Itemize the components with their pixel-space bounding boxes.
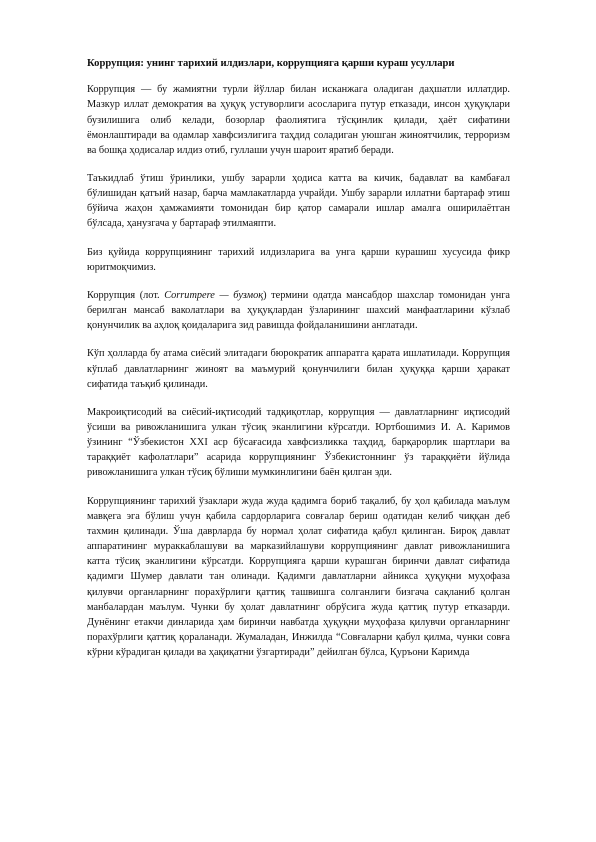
paragraph-4-italic-term: Corrumpere — бузмоқ: [164, 289, 264, 301]
document-page: [87, 57, 510, 673]
paragraph-3: Биз қуйида коррупциянинг тарихий илдизларига ва унга қарши курашиш хусусида фикр юритмоқчимиз.: [87, 246, 510, 273]
paragraph-4-text-before: Коррупция (лот.: [87, 289, 165, 301]
document-title: Коррупция: унинг тарихий илдизлари, коррупцияга қарши кураш усуллари: [87, 58, 455, 69]
paragraph-2: Таъкидлаб ўтиш ўринлики, ушбу зарарли ҳодиса катта ва кичик, бадавлат ва камбағал бўлишидан қатъий назар, барча мамлакатларда учрайди. Ушбу зарарли иллатни бартараф этиш бўйича жаҳон ҳамжамияти томонидан бир қатор самарали ишлар амалга оширилаётган бўлсада, ҳанузгача у бартараф этилмаяпти.: [87, 172, 510, 230]
paragraph-7: Коррупциянинг тарихий ўзаклари жуда жуда қадимга бориб тақалиб, бу ҳол қабилада маълум мавқега эга бўлиш учун қабила сардорларига совғалар бериш одатидан келиб чиққан деб тахмин қилинади. Ўша даврларда бу нормал ҳолат сифатида қабул қилинган. Бироқ давлат аппаратининг мураккаблашуви ва марказийлашуви коррупциянинг давлат ривожланишига катта тўсиқ эканлигини кўрсатди. Коррупцияга қарши курашган биринчи давлат сифатида қадимги Шумер давлати тан олинади. Қадимги давлатларни айникса ҳуқуқни муҳофаза қилувчи органларнинг порахўрлиги қаттиқ ташвишга солганлиги бизгача сақланиб қолган манбалардан маълум. Чунки бу ҳолат давлатнинг обрўсига жуда қаттиқ путур етказарди. Дунёнинг етакчи динларида ҳам биринчи навбатда ҳуқуқни муҳофаза қилувчи органларнинг порахўрлиги қаттиқ қораланади. Жумаладан, Инжилда “Совғаларни қабул қилма, чунки совға кўрни кўрадиган қилади ва ҳақиқатни ўзгартиради” дейилган бўлса, Қуръони Каримда: [87, 495, 510, 659]
paragraph-5: Кўп ҳолларда бу атама сиёсий элитадаги бюрократик аппаратга қарата ишлатилади. Коррупция кўплаб давлатларнинг жиноят ва маъмурий қонунчилиги билан ҳуқуққа қарши ҳаракат сифатида таъқиб қилинади.: [87, 348, 510, 390]
paragraph-6: Макроиқтисодий ва сиёсий-иқтисодий тадқиқотлар, коррупция — давлатларнинг иқтисодий ўсиши ва ривожланишига улкан тўсиқ эканлигини кўрсатди. Юртбошимиз И. А. Каримов ўзининг “Ўзбекистон XXI аср бўсағасида хавфсизликка таҳдид, барқарорлик шартлари ва тараққиёт кафолатлари” асарида коррупциянинг Ўзбекистоннинг ўз тараққиёти йўлида ривожланишига улкан тўсиқ бўлиши мумкинлигини баён қилган эди.: [87, 406, 510, 479]
paragraph-4: [87, 288, 510, 333]
paragraph-1: Коррупция — бу жамиятни турли йўллар билан исканжага оладиган даҳшатли иллатдир. Мазкур иллат демократия ва ҳуқуқ устуворлиги асосларига путур етказади, инсон ҳуқуқлари бузилишига олиб келади, бозорлар фаолиятига тўсқинлик қилади, ҳаёт сифатини ёмонлаштиради ва одамлар хавфсизлигига таҳдид соладиган уюшган жиноятчилик, терроризм ва бошқа ҳодисалар илдиз отиб, гуллаши учун шароит яратиб беради.: [87, 84, 510, 156]
paragraph-4-text-after: ) термини одатда мансабдор шахслар томонидан унга берилган мансаб ваколатлари ва ҳуқуқлардан ўзларининг шахсий манфаатларини кўзлаб қонунчилик ва аҳлоқ қоидаларига зид равишда фойдаланишини англатади.: [87, 289, 510, 332]
